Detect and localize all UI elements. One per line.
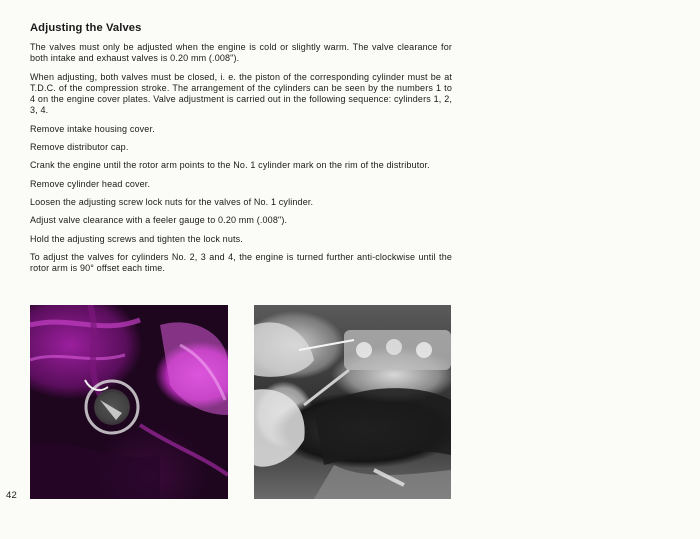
valve-adjustment-photo bbox=[254, 305, 451, 499]
step-tighten-lock-nuts: Hold the adjusting screws and tighten the lock nuts. bbox=[30, 233, 243, 244]
paragraph-clearance: The valves must only be adjusted when the engine is cold or slightly warm. The valve clearance for both intake and exhaust valves is 0.20 mm (.008"). bbox=[30, 42, 452, 64]
distributor-photo bbox=[30, 305, 228, 499]
step-loosen-lock-nuts: Loosen the adjusting screw lock nuts for the valves of No. 1 cylinder. bbox=[30, 196, 314, 207]
step-remove-intake-cover: Remove intake housing cover. bbox=[30, 123, 155, 134]
step-adjust-clearance: Adjust valve clearance with a feeler gauge to 0.20 mm (.008"). bbox=[30, 215, 288, 226]
step-remove-distributor-cap: Remove distributor cap. bbox=[30, 142, 129, 153]
page-number: 42 bbox=[6, 490, 17, 501]
distributor-illustration bbox=[30, 305, 228, 499]
section-title: Adjusting the Valves bbox=[30, 22, 142, 34]
paragraph-tdc: When adjusting, both valves must be closed, i. e. the piston of the corresponding cylinder must be at T.D.C. of the compression stroke. The arrangement of the cylinders can be seen by the numbers 1 to 4 on the engine cover plates. Valve adjustment is carried out in the following sequence: cylinders 1, 2, 3, 4. bbox=[30, 71, 452, 116]
step-remove-head-cover: Remove cylinder head cover. bbox=[30, 178, 151, 189]
valve-adjustment-illustration bbox=[254, 305, 451, 499]
section-content bbox=[30, 22, 452, 281]
step-crank-engine: Crank the engine until the rotor arm points to the No. 1 cylinder mark on the rim of the distributor. bbox=[30, 160, 430, 171]
step-other-cylinders: To adjust the valves for cylinders No. 2, 3 and 4, the engine is turned further anti-clockwise until the rotor arm is 90° offset each time. bbox=[30, 251, 452, 274]
